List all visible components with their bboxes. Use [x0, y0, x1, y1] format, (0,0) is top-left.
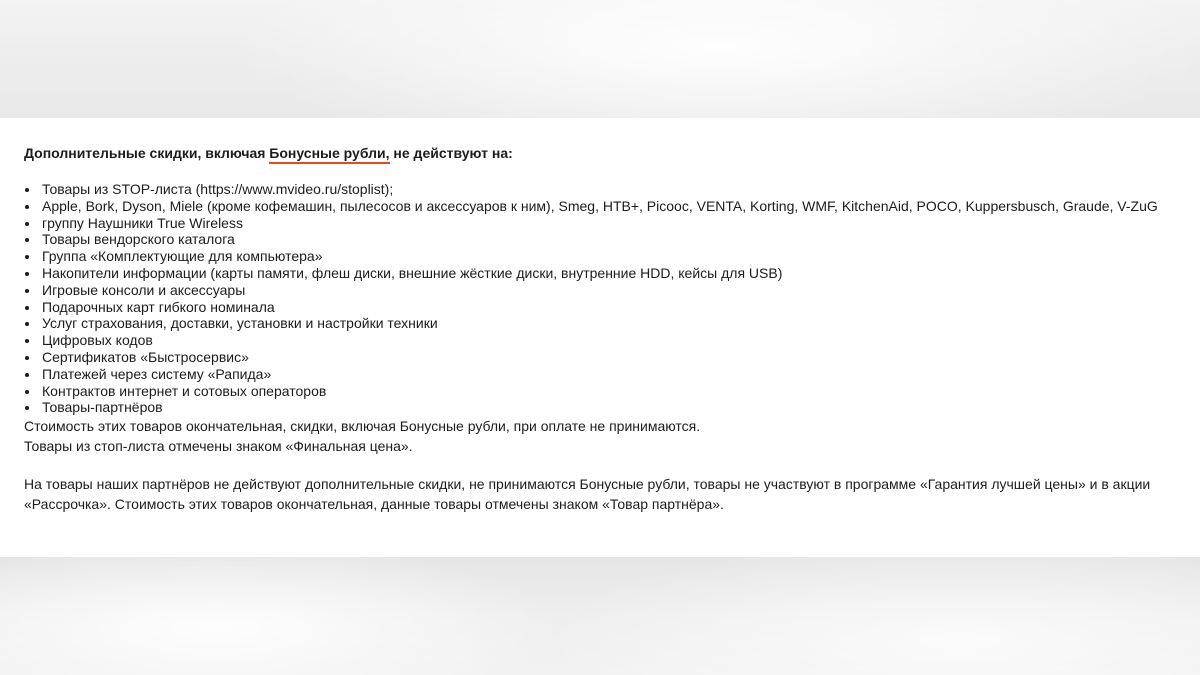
excluded-items-list — [24, 181, 1174, 416]
list-item: Контрактов интернет и сотовых операторов — [24, 383, 1174, 400]
background-top — [0, 0, 1200, 118]
heading-highlight: Бонусные рубли, — [269, 146, 389, 164]
list-item: Игровые консоли и аксессуары — [24, 282, 1174, 299]
partners-paragraph: На товары наших партнёров не действуют дополнительные скидки, не принимаются Бонусные рубли, товары не участвуют в программе «Гарантия лучшей цены» и в акции «Рассрочка». Стоимость этих товаров окончательная, данные товары отмечены знаком «Товар партнёра». — [24, 476, 1151, 513]
final-cost-note: Стоимость этих товаров окончательная, скидки, включая Бонусные рубли, при оплате не принимаются. — [24, 418, 701, 435]
list-item: Услуг страхования, доставки, установки и настройки техники — [24, 315, 1174, 332]
list-item: Товары из STOP-листа (https://www.mvideo.ru/stoplist); — [24, 181, 1174, 198]
list-item: Группа «Комплектующие для компьютера» — [24, 248, 1174, 265]
list-item: Накопители информации (карты памяти, флеш диски, внешние жёсткие диски, внутренние HDD, кейсы для USB) — [24, 265, 1174, 282]
list-item: Apple, Bork, Dyson, Miele (кроме кофемашин, пылесосов и аксессуаров к ним), Smeg, HTB+, Picooc, VENTA, Korting, WMF, KitchenAid, POCO, Kuppersbusch, Graude, V-ZuG — [24, 198, 1174, 215]
list-item: Сертификатов «Быстросервис» — [24, 349, 1174, 366]
list-item: Цифровых кодов — [24, 332, 1174, 349]
list-item: Подарочных карт гибкого номинала — [24, 299, 1174, 316]
list-item: Товары-партнёров — [24, 399, 1174, 416]
heading-suffix: не действуют на: — [389, 145, 513, 161]
list-item: группу Наушники True Wireless — [24, 215, 1174, 232]
background-bottom — [0, 557, 1200, 675]
terms-content — [24, 144, 1174, 514]
stoplist-note: Товары из стоп-листа отмечены знаком «Финальная цена». — [24, 438, 413, 455]
list-item: Платежей через систему «Рапида» — [24, 366, 1174, 383]
terms-heading — [24, 144, 1174, 164]
heading-prefix: Дополнительные скидки, включая — [24, 145, 270, 161]
list-item: Товары вендорского каталога — [24, 231, 1174, 248]
terms-card — [0, 118, 1200, 557]
